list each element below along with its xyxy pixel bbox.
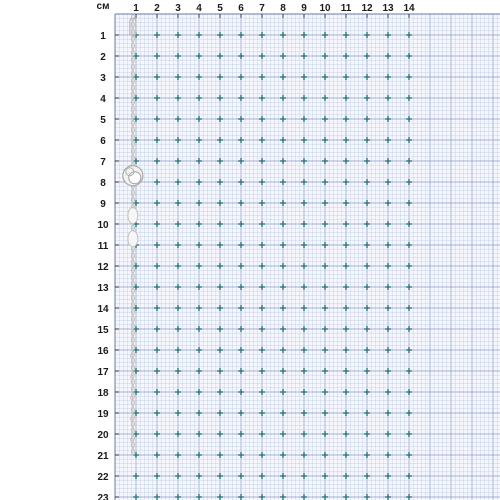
left-scale-number: 18 [97, 388, 109, 399]
left-scale-number: 5 [100, 115, 106, 126]
grid-background [115, 14, 500, 500]
chain-bead [130, 417, 133, 420]
chain-bead [130, 438, 133, 441]
chain-charm [128, 231, 138, 247]
left-scale-number: 11 [97, 241, 109, 252]
left-scale-number: 22 [97, 472, 109, 483]
left-scale-number: 4 [100, 94, 106, 105]
left-scale-number: 7 [100, 157, 106, 168]
left-scale-number: 21 [97, 451, 109, 462]
left-scale-number: 2 [100, 52, 106, 63]
left-scale-number: 8 [100, 178, 106, 189]
top-scale-number: 14 [403, 3, 415, 14]
left-scale-number: 12 [97, 262, 109, 273]
left-scale-number: 19 [97, 409, 109, 420]
left-scale-number: 3 [100, 73, 106, 84]
left-scale-number: 14 [97, 304, 109, 315]
chain-bead [130, 396, 133, 399]
top-scale-number: 12 [361, 3, 373, 14]
top-scale-number: 3 [175, 3, 181, 14]
top-scale-number: 8 [280, 3, 286, 14]
top-scale-number: 13 [382, 3, 394, 14]
top-scale-number: 9 [301, 3, 307, 14]
top-scale-number: 6 [238, 3, 244, 14]
left-scale-number: 15 [97, 325, 109, 336]
left-scale-number: 20 [97, 430, 109, 441]
left-scale-number: 9 [100, 199, 106, 210]
top-scale-number: 4 [196, 3, 202, 14]
top-scale-number: 10 [319, 3, 331, 14]
unit-label: см [96, 1, 110, 12]
top-scale-number: 11 [340, 3, 352, 14]
left-scale-number: 10 [97, 220, 109, 231]
left-scale-number: 16 [97, 346, 109, 357]
chain-bead [130, 354, 133, 357]
left-scale-number: 23 [97, 493, 109, 500]
left-scale-number: 17 [97, 367, 109, 378]
top-scale-number: 1 [133, 3, 139, 14]
top-scale-number: 2 [154, 3, 160, 14]
chain-bead [130, 375, 133, 378]
charm-inner [129, 172, 141, 184]
top-scale-number: 7 [259, 3, 265, 14]
top-scale-number: 5 [217, 3, 223, 14]
left-scale-number: 13 [97, 283, 109, 294]
left-scale-number: 1 [100, 31, 106, 42]
chain-charm [128, 208, 138, 224]
left-scale-number: 6 [100, 136, 106, 147]
